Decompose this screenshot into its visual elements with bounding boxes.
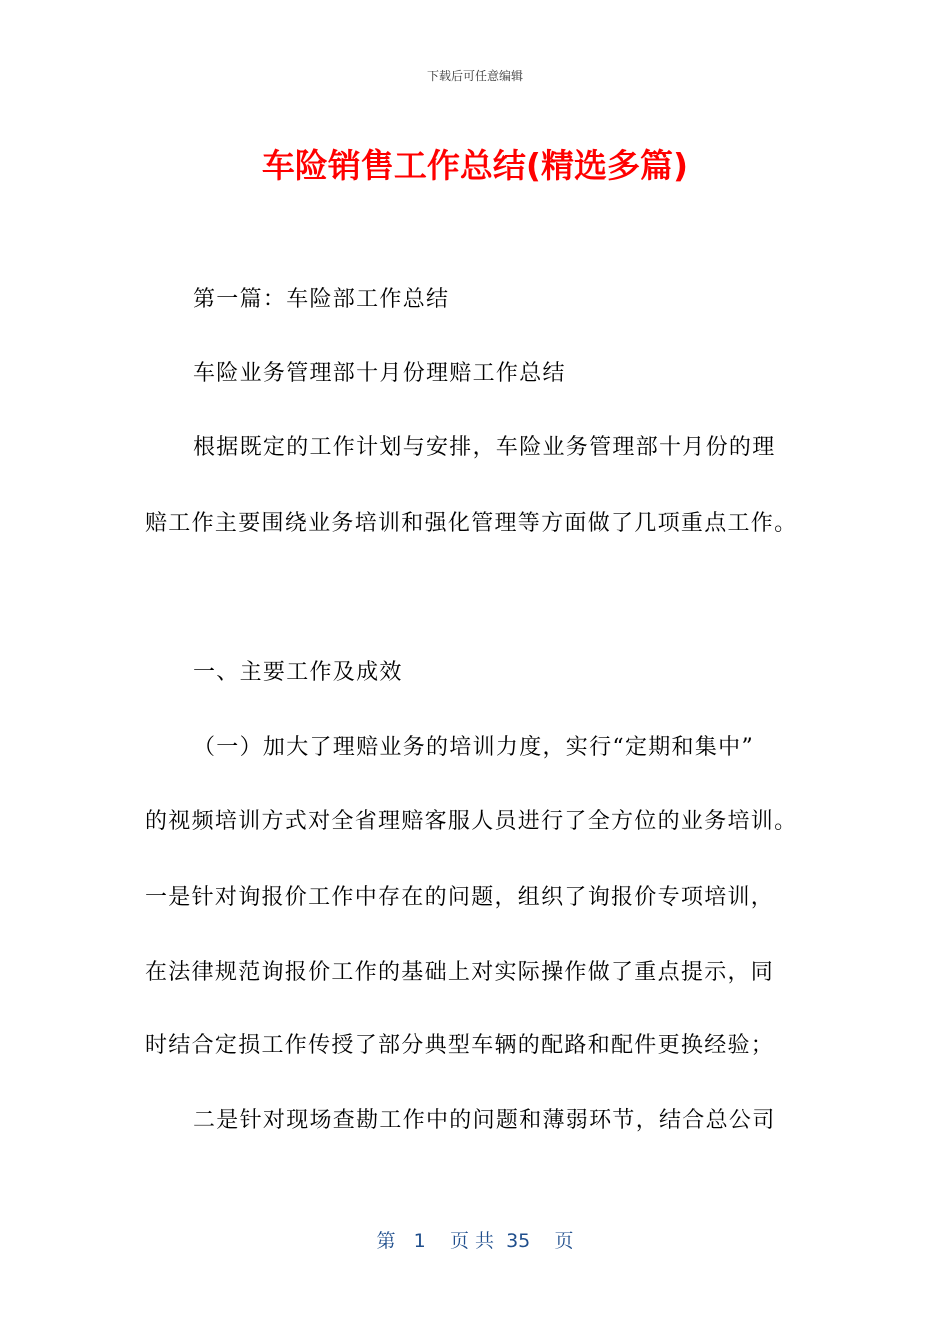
document-title: 车险销售工作总结(精选多篇) <box>261 146 689 185</box>
page-label-suffix: 页 <box>554 1230 574 1252</box>
paragraph-line: （一）加大了理赔业务的培训力度，实行“定期和集中” <box>193 735 754 760</box>
paragraph-line: 二是针对现场查勘工作中的问题和薄弱环节，结合总公司 <box>193 1108 776 1133</box>
page-footer <box>0 1226 950 1253</box>
page-label-prefix: 第 <box>376 1230 396 1252</box>
total-pages-number: 35 <box>506 1230 531 1252</box>
section-heading: 第一篇：车险部工作总结 <box>193 287 450 312</box>
paragraph-line: 的视频培训方式对全省理赔客服人员进行了全方位的业务培训。 <box>145 809 798 834</box>
header-note: 下载后可任意编辑 <box>426 69 523 83</box>
paragraph-line: 一是针对询报价工作中存在的问题，组织了询报价专项培训， <box>145 885 775 910</box>
subtitle-line: 车险业务管理部十月份理赔工作总结 <box>193 361 566 386</box>
page-label-middle: 页 共 <box>449 1230 494 1252</box>
paragraph-line: 时结合定损工作传授了部分典型车辆的配路和配件更换经验； <box>145 1033 775 1058</box>
current-page-number: 1 <box>413 1230 426 1252</box>
paragraph-line: 根据既定的工作计划与安排，车险业务管理部十月份的理 <box>193 435 776 460</box>
paragraph-line: 在法律规范询报价工作的基础上对实际操作做了重点提示，同 <box>145 960 775 985</box>
section-heading: 一、主要工作及成效 <box>193 660 403 685</box>
paragraph-line: 赔工作主要围绕业务培训和强化管理等方面做了几项重点工作。 <box>145 511 798 536</box>
